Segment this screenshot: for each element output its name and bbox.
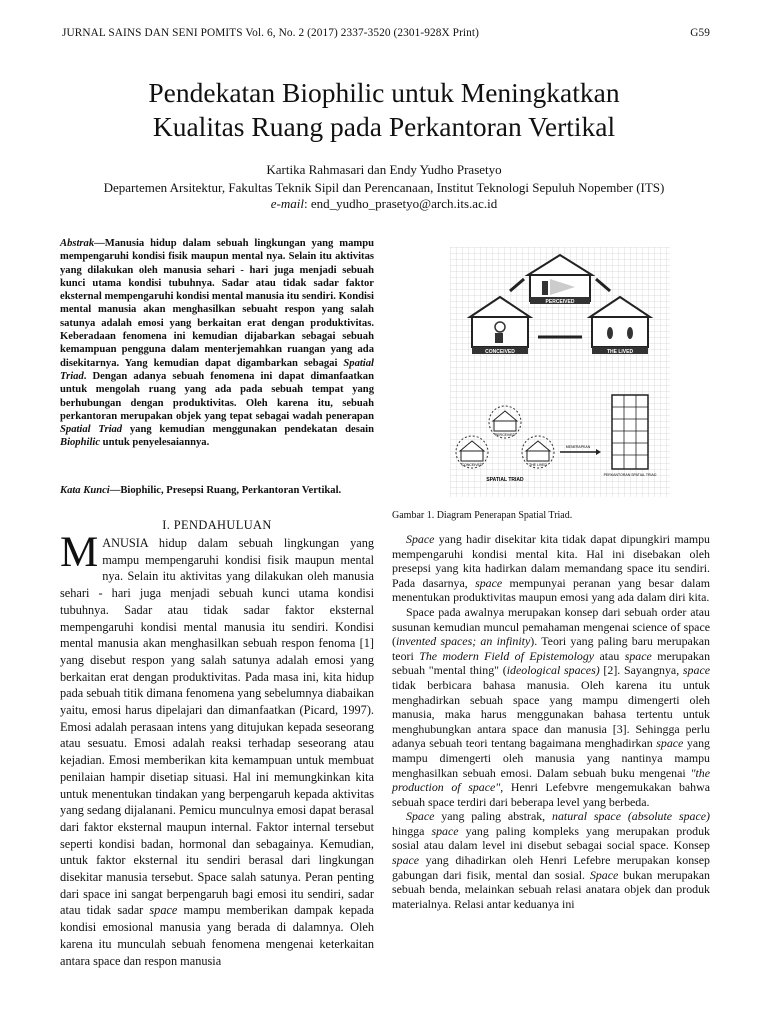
text: tidak berbicara bahasa manusia. Oleh karena itu untuk menghadirkan sebuah space yang mampu dimengerti oleh manusia, maka harus menggunakan bahasa tertentu untuk menghubungkan antara space dan manusia [3]. Sehingga perlu adanya sebuah teori tentang bagaimana menghadirkan [392,677,710,751]
label-menerapkan: MENERAPKAN [565,445,591,449]
text: Space pada awalnya merupakan konsep dari sebuah order atau susunan kemudian muncul pemahaman mengenai science of space ( [392,604,710,649]
abstract [60,237,374,450]
em: "the production of space" [392,765,710,795]
text: atau [594,648,625,663]
em: Space [406,809,435,824]
office-building [612,395,648,469]
em: space [656,736,684,751]
text: hingga [392,823,432,838]
text: , Henri Lefebvre mengemukakan bahwa sebuah space terdiri dari beberapa level yang berbeda. [392,780,710,809]
abstract-text-2: . Dengan adanya sebuah fenomena ini dapat dimanfaatkan untuk mengolah ruang yang ada pada sebuah tempat yang berhubungan dengan produktivitas. Oleh karena itu, sebuah perkantoran merupakan objek yang tepat sebagai wadah penerapan [60,370,374,422]
text: yang paling kompleks yang merupakan produk sosial atau dalam level ini disebut sebagai social space. Konsep [392,823,710,853]
section-heading: I. PENDAHULUAN [162,518,272,532]
abstract-em-2: Spatial Triad [60,424,123,436]
page-number: G59 [690,27,710,39]
em: space [624,648,652,663]
text: yang mampu dimengerti oleh manusia yang nantinya mampu menghasilkan sebuah emosi. Dalam sebuah buku mengenai [392,736,711,780]
spatial-triad-figure [450,247,670,497]
text: yang hadir disekitar kita tidak dapat dipungkiri mampu mempengaruhi kondisi mental kita. Hal ini disebakan oleh presepsi yang kita hadirkan dalam memandang space itu sendiri. Pada dasarnya, [392,532,710,590]
paragraph-1 [392,532,710,605]
email-line [0,196,768,212]
introduction [60,529,374,969]
text: mempunyai peranan yang besar dalam menentukan produktivitas maupun emosi yang ada dalam diri kita. [392,575,710,605]
text: bukan merupakan sebuah benda, melainkan sebuah relasi anatara objek dan produk materialnya. Relasi antar keduanya ini [392,867,711,911]
abstract-text-3: yang kemudian menggunakan pendekatan desain [122,424,374,436]
email-address: : end_yudho_prasetyo@arch.its.ac.id [304,196,498,211]
affiliation: Departemen Arsitektur, Fakultas Teknik Sipil dan Perencanaan, Institut Teknologi Sepuluh Nopember (ITS) [103,180,665,195]
paper-title [0,76,768,144]
abstract-text-4: untuk penyelesaiannya. [100,437,210,449]
abstract-em-3: Biophilic [60,437,101,449]
intro-em: space [149,903,178,918]
em: The modern Field of Epistemology [419,648,595,663]
em: space [475,575,503,590]
label-perceived: PERCEIVED [545,299,575,305]
text: merupakan sebuah "mental thing" ( [392,648,711,678]
em: natural space (absolute space) [552,809,710,824]
small-label-lived: THE LIVED [528,463,548,467]
intro-text-2: mampu memberikan dampak kepada kondisi emosional manusia yang berada di dalamnya. Oleh karena itu munculah sebuah fenomena mengenai keterkaitan antara space dan respon manusia [60,903,374,968]
em: Space [406,532,435,546]
abstract-label: Abstrak [60,238,95,249]
label-lived: THE LIVED [606,349,634,355]
label-conceived: CONCEIVED [485,349,515,355]
paragraph-2 [392,605,710,809]
paragraph-3 [392,809,710,911]
em: Space [589,867,619,882]
title-line-1: Pendekatan Biophilic untuk Meningkatkan [148,77,620,108]
authors: Kartika Rahmasari dan Endy Yudho Prasetyo [266,162,502,177]
text: yang paling abstrak, [434,809,553,824]
email-label: e-mail [270,196,304,211]
abstract-text-1: —Manusia hidup dalam sebuah lingkungan yang mampu mempengaruhi kondisi fisik maupun mental nya. Selain itu aktivitas yang dilakukan oleh manusia sehari - hari juga menjadi sebuah kunci utama kondisi tubuhnya. Sadar atau tidak sadar faktor eksternal mempengaruhi kondisi mental manusia itu sendiri. Kondisi mental manusia akan menghasilkan sebuaht respon yang salah satunya adalah emosi yang berkaitan erat dengan produktivitas. Keberadaan fenomena ini kemudian dijabarkan sebagai sebuah kemampuan pengguna dalam menterjemahkan ruangan yang ada disekitarnya. Yang kemudian dapat digambarkan sebagai [60,238,374,369]
text: [2]. Sayangnya, [599,663,683,678]
text: ). Teori yang paling baru merupakan teori [392,634,710,663]
text: yang dihadirkan oleh Henri Lefebre merupakan konsep gabungan dari fisik, mental dan sosial. [392,853,710,882]
small-label-conceived: CONCEIVED [461,463,483,467]
title-line-2: Kualitas Ruang pada Perkantoran Vertikal [152,111,616,142]
em: invented spaces; an infinity [395,634,531,649]
journal-name: JURNAL SAINS DAN SENI POMITS Vol. 6, No. 2 (2017) 2337-3520 (2301-928X Print) [62,27,480,39]
keywords [60,484,374,497]
label-spatial-triad: SPATIAL TRIAD [486,477,524,483]
em: space [392,853,420,868]
running-header [62,27,710,39]
keywords-text: —Biophilic, Presepsi Ruang, Perkantoran Vertikal. [109,485,342,496]
intro-text-1: ANUSIA hidup dalam sebuah lingkungan yang mampu mempengaruhi kondisi fisik maupun mental nya. Selain itu aktivitas yang dilakukan oleh manusia sehari - hari juga menjadi sebuah kunci utama kondisi tubuhnya. Sadar atau tidak sadar faktor eksternal mempengaruhi kondisi mental manusia itu sendiri. Kondisi mental manusia akan menghasilkan sebuah respon fenoma [1] yang disebut respon yang salah satunya adalah emosi yang berkaitan erat dengan produktivitas. Pada masa ini, kita hidup pada sebuah titik dimana fenomena yang sebelumnya diabaikan yaitu, emosi harus dipelajari dan dimanfaatkan (Picard, 1997). Emosi adalah perasaan intens yang ditujukan kepada seseorang atau sesuatu. Emosi adalah reaksi terhadap seseorang atau kejadian. Emosi memberikan kita kemampuan untuk membuat penilaian hampir disetiap situasi. Hal ini memungkinkan kita untuk menentukan tindakan yang berpengaruh kepada aktivitas yang sedang dijalanani. Pemicu munculnya emosi dapat berasal dari faktor eksternal maupun internal. Faktor internal tersebut seperti kondisi badan, hormonal dan sebagainya. Kemudian, untuk faktor eksternal itu sendiri berasal dari lingkungan disekitar manusia tersebut. Space salah satunya. Peran penting dari space ini sangat berpengaruh bagi emosi itu sendiri, sadar atau tidak sadar [60,536,374,918]
figure-caption: Gambar 1. Diagram Penerapan Spatial Triad. [392,510,573,521]
em: ideological spaces) [506,663,600,678]
abstract-em-1: Spatial Triad [60,357,374,382]
em: space [431,823,459,838]
right-column-text [392,532,710,911]
keywords-label: Kata Kunci [60,485,110,496]
em: space [682,663,710,678]
small-label-perceived: PERCEIVED [494,433,516,437]
label-perkantoran: PERKANTORAN SPATIAL TRIAD [603,473,657,477]
drop-cap: M [60,529,99,576]
